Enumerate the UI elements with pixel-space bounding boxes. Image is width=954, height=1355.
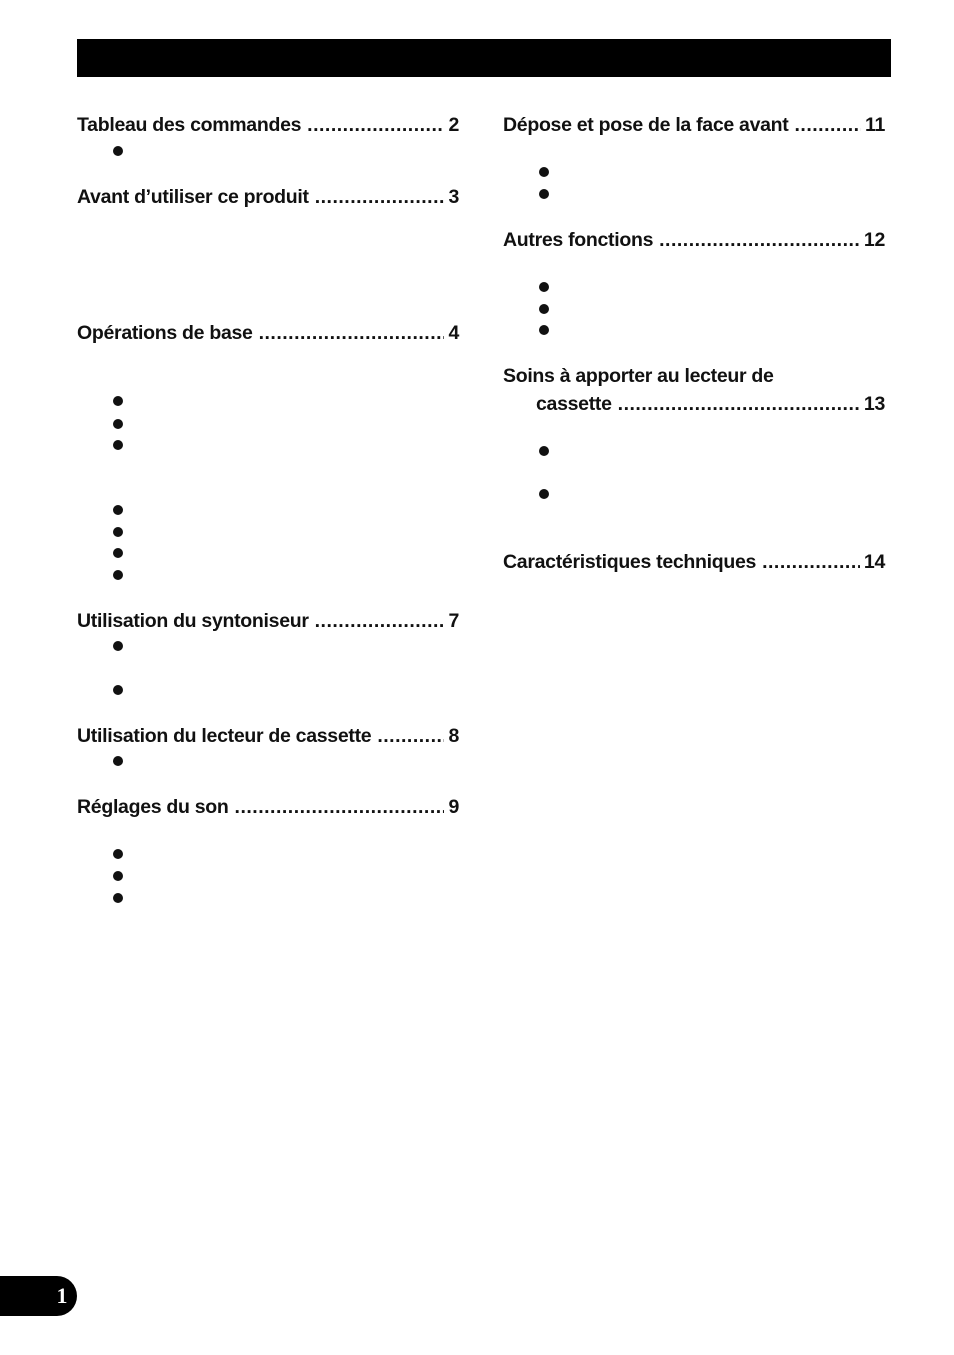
bullet [113,527,123,537]
toc-entry-title: Autres fonctions [503,229,654,251]
toc-entry-page: 3 [448,186,459,208]
toc-leader-dots [315,609,445,633]
toc-entry-title: Utilisation du syntoniseur [77,610,309,632]
bullet [113,849,123,859]
bullet [113,505,123,515]
bullet [113,756,123,766]
toc-entry-operations-de-base[interactable] [77,321,459,345]
bullet [113,419,123,429]
toc-entry-title: Dépose et pose de la face avant [503,114,789,136]
toc-entry-page: 13 [863,393,885,415]
toc-entry-page: 8 [448,725,459,747]
page-number: 1 [56,1283,68,1308]
toc-entry-page: 4 [448,322,459,344]
bullet [539,167,549,177]
toc-leader-dots [795,113,861,137]
bullet [113,893,123,903]
toc-leader-dots [377,724,444,748]
toc-leader-dots [235,795,445,819]
bullet [539,304,549,314]
header-bar [77,39,891,77]
toc-entry-title: Opérations de base [77,322,253,344]
toc-entry-page: 9 [448,796,459,818]
bullet [113,871,123,881]
bullet [113,570,123,580]
toc-entry-soins-cassette[interactable] [536,392,885,416]
toc-leader-dots [307,113,444,137]
bullet [113,396,123,406]
toc-entry-title-cont: cassette [536,393,612,415]
toc-entry-caracteristiques[interactable] [503,550,885,574]
toc-entry-reglages-du-son[interactable] [77,795,459,819]
toc-entry-title: Tableau des commandes [77,114,302,136]
toc-entry-page: 7 [448,610,459,632]
bullet [539,489,549,499]
bullet [113,146,123,156]
toc-leader-dots [315,185,445,209]
bullet [113,641,123,651]
toc-leader-dots [659,228,860,252]
toc-entry-syntoniseur[interactable] [77,609,459,633]
toc-leader-dots [762,550,860,574]
bullet [539,325,549,335]
toc-entry-title: Réglages du son [77,796,229,818]
toc-entry-avant-utiliser[interactable] [77,185,459,209]
toc-entry-face-avant[interactable] [503,113,885,137]
bullet [539,282,549,292]
toc-entry-title: Avant d’utiliser ce produit [77,186,309,208]
toc-entry-title: Utilisation du lecteur de cassette [77,725,372,747]
toc-entry-tableau-des-commandes[interactable] [77,113,459,137]
bullet [539,189,549,199]
toc-entry-title: Caractéristiques techniques [503,551,757,573]
toc-entry-page: 12 [863,229,885,251]
toc-entry-lecteur-cassette[interactable] [77,724,459,748]
toc-entry-page: 14 [863,551,885,573]
bullet [113,548,123,558]
toc-leader-dots [618,392,860,416]
bullet [539,446,549,456]
toc-entry-soins-title-line1[interactable]: Soins à apporter au lecteur de [503,365,774,387]
bullet [113,440,123,450]
toc-entry-page: 2 [448,114,459,136]
toc-entry-autres-fonctions[interactable] [503,228,885,252]
toc-entry-page: 11 [864,114,885,136]
bullet [113,685,123,695]
toc-leader-dots [259,321,445,345]
